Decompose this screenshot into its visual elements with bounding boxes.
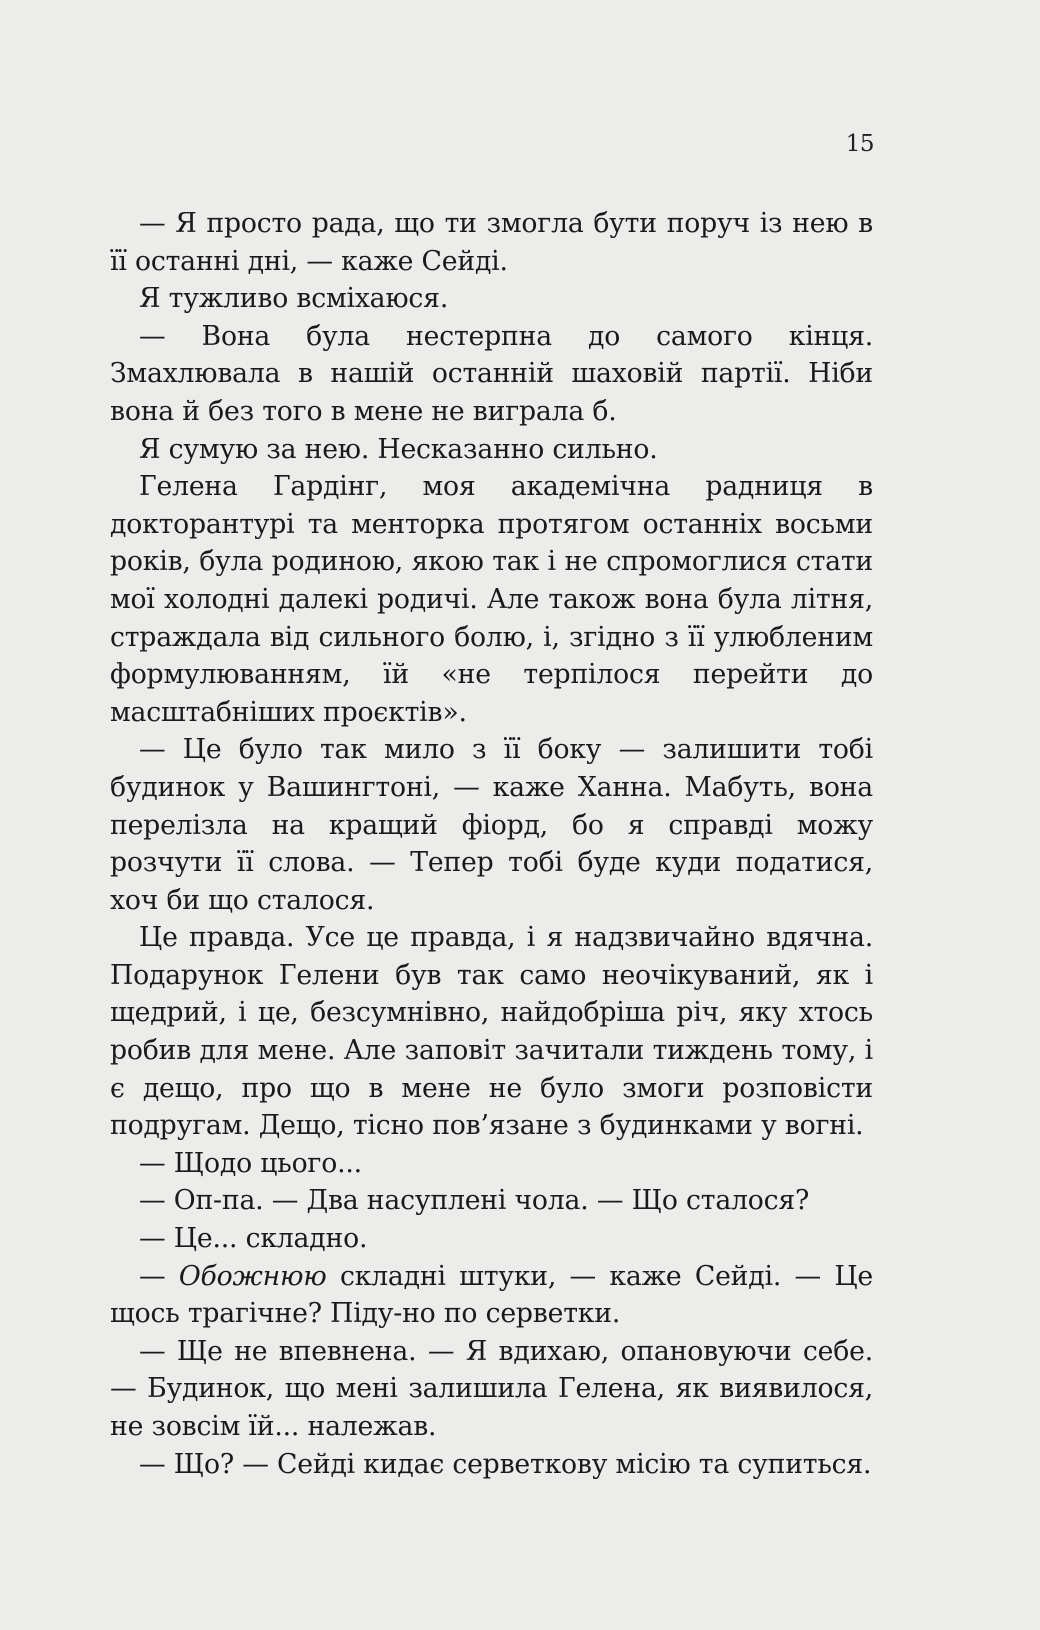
paragraph: Це правда. Усе це правда, і я надзвичайно вдячна. Подарунок Гелени був так само неочікуваний, як і щедрий, і це, безсумнівно, найдобріша річ, яку хтось робив для мене. Але заповіт зачитали тиждень тому, і є дещо, про що в мене не було змоги розповісти подругам. Дещо, тісно пов’язане з будинками у вогні.	[110, 922, 873, 1142]
paragraph: — Це було так мило з її боку — залишити тобі будинок у Вашингтоні, — каже Ханна. Мабуть, вона перелізла на кращий фіорд, бо я справді можу розчути її слова. — Тепер тобі буде куди податися, хоч би що сталося.	[110, 734, 873, 916]
paragraph: Я сумую за нею. Несказанно сильно.	[139, 433, 658, 465]
paragraph-rest: складні штуки, — каже Сейді. — Це щось трагічне? Піду-но по серветки.	[110, 1260, 873, 1330]
paragraph: — Це... складно.	[139, 1223, 368, 1255]
paragraph: Гелена Гардінг, моя академічна радниця в докторантурі та менторка протягом останніх восьми років, була родиною, якою так і не спромоглися стати мої холодні далекі родичі. Але також вона була літня, страждала від сильного болю, і, згідно з її улюбленим формулюванням, їй «не терпілося перейти до масштабніших проєктів».	[110, 471, 873, 728]
paragraph	[110, 1258, 873, 1333]
body-text	[110, 205, 873, 1483]
paragraph: — Я просто рада, що ти змогла бути поруч із нею в її останні дні, — каже Сейді.	[110, 208, 873, 277]
paragraph: — Вона була нестерпна до самого кінця. Змахлювала в нашій останній шаховій партії. Ніби вона й без того в мене не виграла б.	[110, 320, 873, 427]
page-number: 15	[845, 131, 874, 157]
paragraph: — Оп-па. — Два насуплені чола. — Що сталося?	[139, 1185, 810, 1217]
paragraph: — Щодо цього...	[139, 1147, 362, 1179]
paragraph-prefix: —	[139, 1260, 179, 1292]
paragraph: — Ще не впевнена. — Я вдихаю, опановуючи себе. — Будинок, що мені залишила Гелена, як виявилося, не зовсім їй... належав.	[110, 1335, 873, 1442]
paragraph: Я тужливо всміхаюся.	[139, 283, 449, 315]
paragraph: — Що? — Сейді кидає серветкову місію та супиться.	[139, 1448, 872, 1480]
italic-emphasis: Обожнюю	[178, 1260, 327, 1292]
